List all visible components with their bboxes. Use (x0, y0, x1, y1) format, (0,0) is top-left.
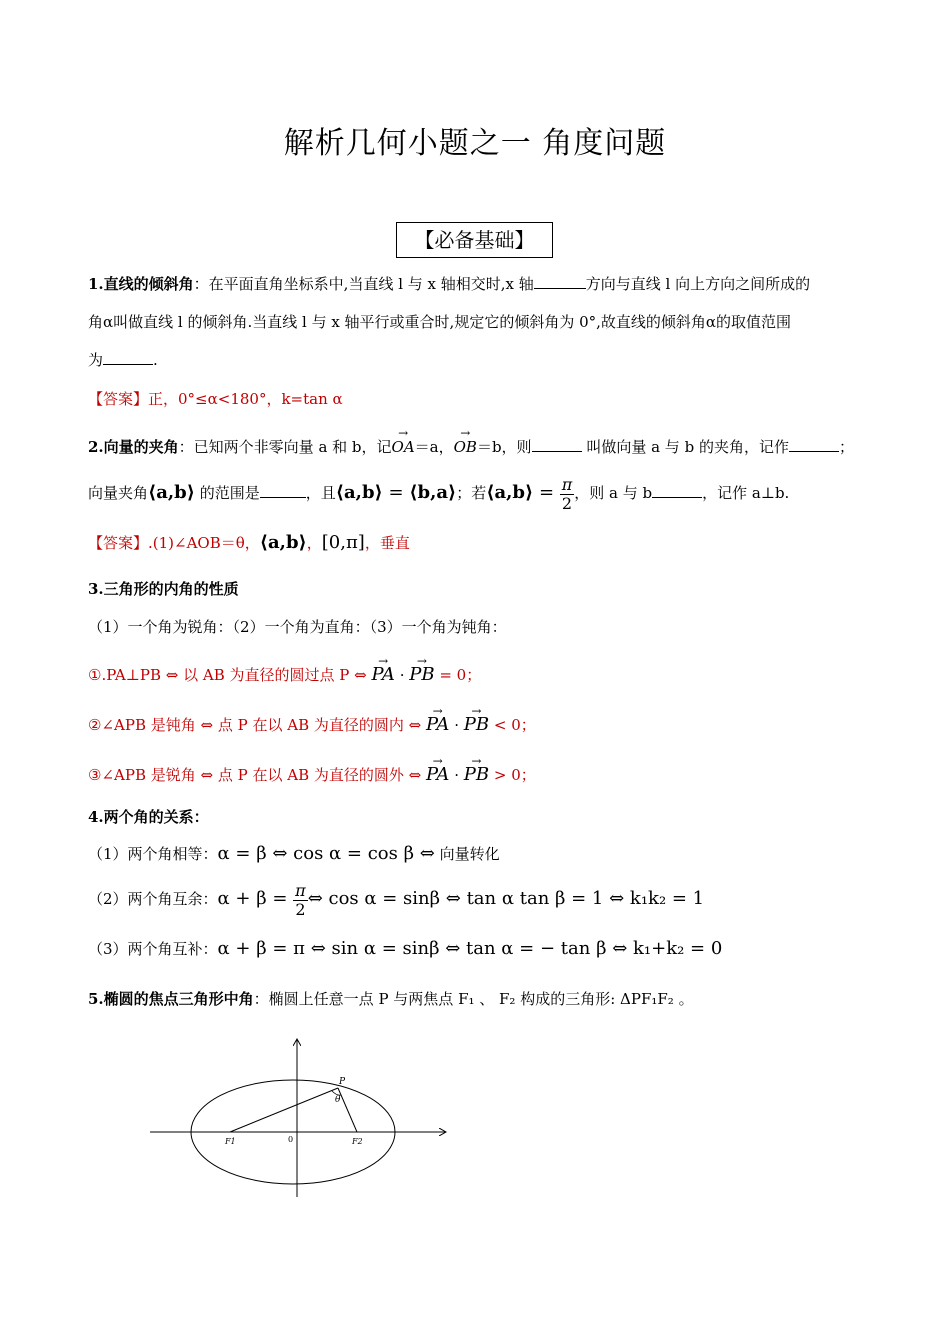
angle-ab-2: ⟨a,b⟩ (335, 482, 383, 503)
s3-head: 3.三角形的内角的性质 (88, 580, 239, 598)
s2-answer-angle: ⟨a,b⟩ (259, 532, 307, 553)
s2-answer-a: .(1)∠AOB＝θ， (148, 534, 260, 552)
s3-rule-1: ①.PA⊥PB ⇔ 以 AB 为直径的圆过点 P ⇔ → PA · → PB = 0； (88, 656, 868, 694)
s4-head: 4.两个角的关系： (88, 808, 209, 826)
s2-text-1c: ； (838, 438, 854, 456)
s3-cases: （1）一个角为锐角：（2）一个角为直角：（3）一个角为钝角： (88, 618, 507, 636)
label-f2: F2 (352, 1137, 363, 1146)
s2-line1 (88, 428, 868, 466)
s1-answer (88, 380, 868, 418)
s4-math-1: α = β ⇔ cos α = cos β ⇔ (217, 843, 435, 864)
s2-text-2f: ，记作 a⊥b. (702, 484, 790, 502)
s1-head: 1.直线的倾斜角 (88, 275, 194, 293)
vector-ob: → OB (454, 428, 477, 466)
angle-ab-3: ⟨a,b⟩ (486, 482, 534, 503)
vector-pb-1: → PB (409, 656, 434, 694)
s2-text-2a: 向量夹角 (88, 484, 149, 502)
s1-line2: 角α叫做直线 l 的倾斜角.当直线 l 与 x 轴平行或重合时,规定它的倾斜角为 0°,故直线的倾斜角α的取值范围 (88, 313, 792, 331)
s2-blank-1 (532, 437, 582, 452)
s2-answer-c: [0,π] (321, 532, 365, 553)
s4-case-2: （2）两个角互余：α + β = $\frac{\pi}{2}$ ⇔ cos α = sinβ ⇔ tan α tan β = 1 ⇔ k₁k₂ = 1 (88, 880, 705, 919)
s2-eq-a: ＝a， (414, 438, 454, 456)
angle-ba: ⟨b,a⟩ (409, 482, 457, 503)
s1-line1 (88, 265, 868, 303)
s2-text-2e: ，则 a 与 b (574, 484, 653, 502)
s1-text-3b: . (153, 351, 158, 369)
s2-text-2c: ，且 (305, 484, 336, 502)
vector-pa-2: → PA (426, 706, 449, 744)
label-origin: 0 (288, 1135, 294, 1144)
segment-pf2 (338, 1088, 357, 1132)
vector-oa: → OA (392, 428, 415, 466)
s1-line3 (88, 341, 868, 379)
s2-text-1a: ：已知两个非零向量 a 和 b，记 (178, 438, 392, 456)
s2-eq-b: ＝b，则 (476, 438, 532, 456)
s5-head: 5.椭圆的焦点三角形中角 (88, 990, 254, 1008)
segment-pf1 (230, 1088, 338, 1132)
s4-math-3: α + β = π ⇔ sin α = sinβ ⇔ tan α = − tan β ⇔ k₁+k₂ = 0 (217, 938, 723, 959)
vector-pa-1: → PA (371, 656, 394, 694)
label-f1: F1 (225, 1137, 236, 1146)
s2-head: 2.向量的夹角 (88, 438, 179, 456)
s2-text-2d: ；若 (456, 484, 487, 502)
vector-pa-3: → PA (426, 756, 449, 794)
s1-text-1: ：在平面直角坐标系中,当直线 l 与 x 轴相交时,x 轴 (193, 275, 534, 293)
vector-pb-3: → PB (464, 756, 489, 794)
s2-blank-4 (652, 483, 702, 498)
s1-answer-tag: 【答案】 (88, 390, 149, 408)
s1-blank-2 (103, 350, 153, 365)
vector-pb-2: → PB (464, 706, 489, 744)
page-title: 解析几何小题之一 角度问题 (283, 126, 667, 161)
s2-blank-2 (789, 437, 839, 452)
s2-answer-d: ，垂直 (364, 534, 410, 552)
label-p: P (339, 1077, 346, 1087)
frac-pi-2-b: $\frac{\pi}{2}$ (295, 880, 306, 919)
label-theta: θ (335, 1095, 341, 1105)
s2-answer-tag: 【答案】 (88, 534, 149, 552)
s5-text: ：椭圆上任意一点 P 与两焦点 F₁ 、 F₂ 构成的三角形: ΔPF₁F₂ 。 (253, 990, 694, 1008)
s2-line2: 向量夹角⟨a,b⟩ 的范围是 ，且⟨a,b⟩ = ⟨b,a⟩；若⟨a,b⟩ = $\frac{\pi}{2}$ ，则 a 与 b ，记作 a⊥b. (88, 474, 790, 513)
s3-rule-2: ②∠APB 是钝角 ⇔ 点 P 在以 AB 为直径的圆内 ⇔ → PA · → PB < 0； (88, 706, 868, 744)
s2-text-1b: 叫做向量 a 与 b 的夹角，记作 (581, 438, 789, 456)
s1-text-1b: 方向与直线 l 向上方向之间所成的 (585, 275, 811, 293)
s1-answer-text: 正，0°≤α<180°，k=tan α (148, 390, 343, 408)
s5-line (88, 980, 868, 1018)
s4-case-3: （3）两个角互补：α + β = π ⇔ sin α = sinβ ⇔ tan α = − tan β ⇔ k₁+k₂ = 0 (88, 938, 723, 959)
s1-text-3: 为 (88, 351, 104, 369)
s4-case-1: （1）两个角相等：α = β ⇔ cos α = cos β ⇔ 向量转化 (88, 843, 500, 864)
section-heading: 【必备基础】 (396, 222, 553, 258)
s2-answer-b: ， (306, 534, 322, 552)
s2-answer (88, 524, 868, 562)
s2-text-2b: 的范围是 (194, 484, 260, 502)
ellipse-figure (145, 1032, 455, 1202)
s3-rule-3: ③∠APB 是锐角 ⇔ 点 P 在以 AB 为直径的圆外 ⇔ → PA · → PB > 0； (88, 756, 868, 794)
frac-pi-2: $\frac{\pi}{2}$ (561, 474, 573, 513)
s2-blank-3 (260, 483, 306, 498)
s1-blank-1 (534, 274, 586, 289)
s4-math-2: ⇔ cos α = sinβ ⇔ tan α tan β = 1 ⇔ k₁k₂ = 1 (307, 888, 705, 909)
angle-ab: ⟨a,b⟩ (148, 482, 195, 503)
